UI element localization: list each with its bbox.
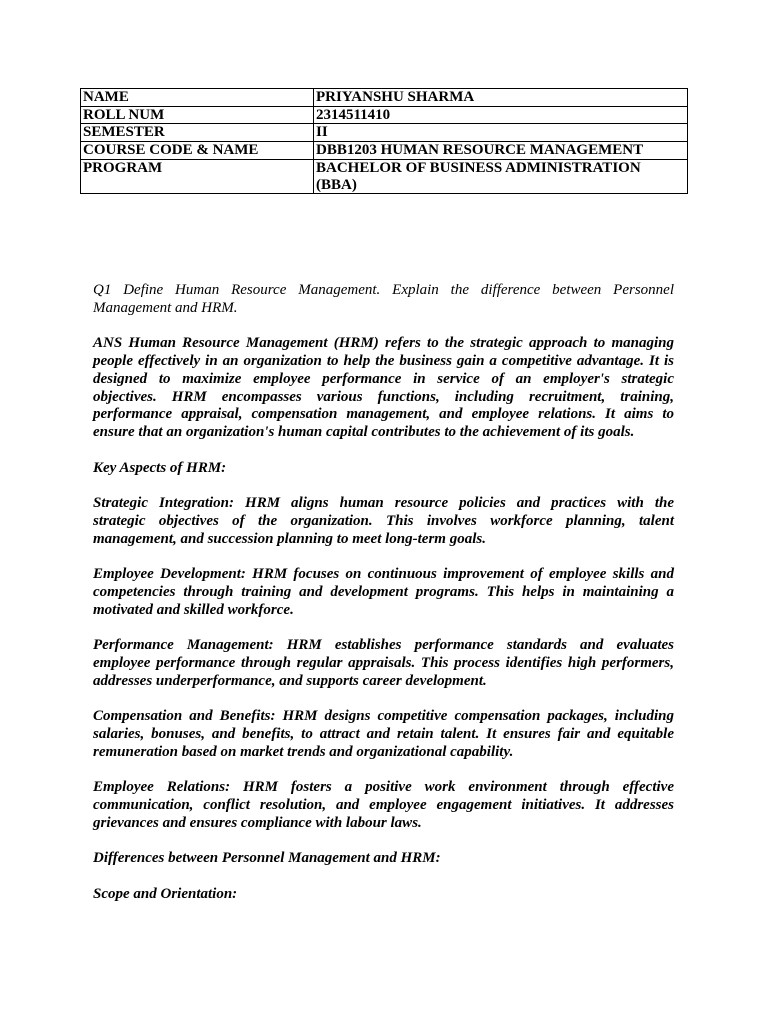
student-info-table	[80, 88, 688, 194]
text-line: management, and succession planning to meet long-term goals.	[93, 530, 486, 547]
text-line: strategic objectives of the organization. This involves workforce planning, talent	[93, 512, 674, 529]
text-line: ensure that an organization's human capital contributes to the achievement of its goals.	[93, 424, 635, 441]
text-line: motivated and skilled workforce.	[93, 601, 294, 618]
key-aspects-heading: Key Aspects of HRM:	[93, 459, 227, 476]
assignment-body	[93, 282, 674, 921]
info-value-roll-num: 2314511410	[314, 106, 688, 124]
text-line: Q1 Define Human Resource Management. Explain the difference between Personnel	[93, 282, 674, 298]
info-row-name	[81, 89, 688, 107]
info-value-name: PRIYANSHU SHARMA	[314, 89, 688, 107]
key-aspects-list	[93, 495, 674, 832]
info-row-course	[81, 142, 688, 160]
info-value-course: DBB1203 HUMAN RESOURCE MANAGEMENT	[314, 142, 688, 160]
answer-paragraph	[93, 335, 674, 442]
text-line: performance appraisal, compensation management, and employee relations. It aims to	[93, 406, 674, 423]
info-label-roll-num: ROLL NUM	[81, 106, 314, 124]
text-line: addresses underperformance, and supports career development.	[93, 672, 487, 689]
info-label-program: PROGRAM	[81, 159, 314, 193]
text-line: grievances and ensures compliance with labour laws.	[93, 814, 422, 831]
info-label-name: NAME	[81, 89, 314, 107]
text-line: designed to maximize employee performance in service of an employer's strategic	[93, 370, 674, 387]
text-line: Employee Relations: HRM fosters a positive work environment through effective	[93, 779, 674, 796]
text-line: Employee Development: HRM focuses on continuous improvement of employee skills and	[93, 566, 674, 583]
info-label-course: COURSE CODE & NAME	[81, 142, 314, 160]
text-line: people effectively in an organization to help the business gain a competitive advantage. It is	[93, 353, 674, 370]
text-line: objectives. HRM encompasses various functions, including recruitment, training,	[93, 388, 674, 405]
text-line: Compensation and Benefits: HRM designs competitive compensation packages, including	[93, 708, 674, 725]
key-aspect-paragraph	[93, 495, 674, 548]
info-value-semester: II	[314, 124, 688, 142]
info-row-program	[81, 159, 688, 193]
differences-heading: Differences between Personnel Management and HRM:	[93, 850, 441, 867]
key-aspect-paragraph	[93, 566, 674, 619]
scope-orientation-subheading: Scope and Orientation:	[93, 885, 238, 902]
text-line: competencies through training and development programs. This helps in maintaining a	[93, 583, 674, 600]
info-label-semester: SEMESTER	[81, 124, 314, 142]
text-line: employee performance through regular appraisals. This process identifies high performers,	[93, 655, 674, 671]
text-line: communication, conflict resolution, and employee engagement initiatives. It addresses	[93, 797, 674, 814]
info-value-program: BACHELOR OF BUSINESS ADMINISTRATION (BBA)	[314, 159, 688, 193]
text-line: remuneration based on market trends and organizational capability.	[93, 743, 514, 760]
key-aspect-paragraph	[93, 708, 674, 761]
text-line: ANS Human Resource Management (HRM) refers to the strategic approach to managing	[93, 335, 674, 352]
text-line: salaries, bonuses, and benefits, to attract and retain talent. It ensures fair and equitable	[93, 726, 674, 743]
key-aspect-paragraph	[93, 637, 674, 690]
question-paragraph	[93, 282, 674, 318]
info-row-roll-num	[81, 106, 688, 124]
info-row-semester	[81, 124, 688, 142]
key-aspect-paragraph	[93, 779, 674, 832]
text-line: Strategic Integration: HRM aligns human resource policies and practices with the	[93, 495, 674, 512]
text-line: Management and HRM.	[93, 299, 238, 316]
text-line: Performance Management: HRM establishes performance standards and evaluates	[93, 637, 674, 654]
